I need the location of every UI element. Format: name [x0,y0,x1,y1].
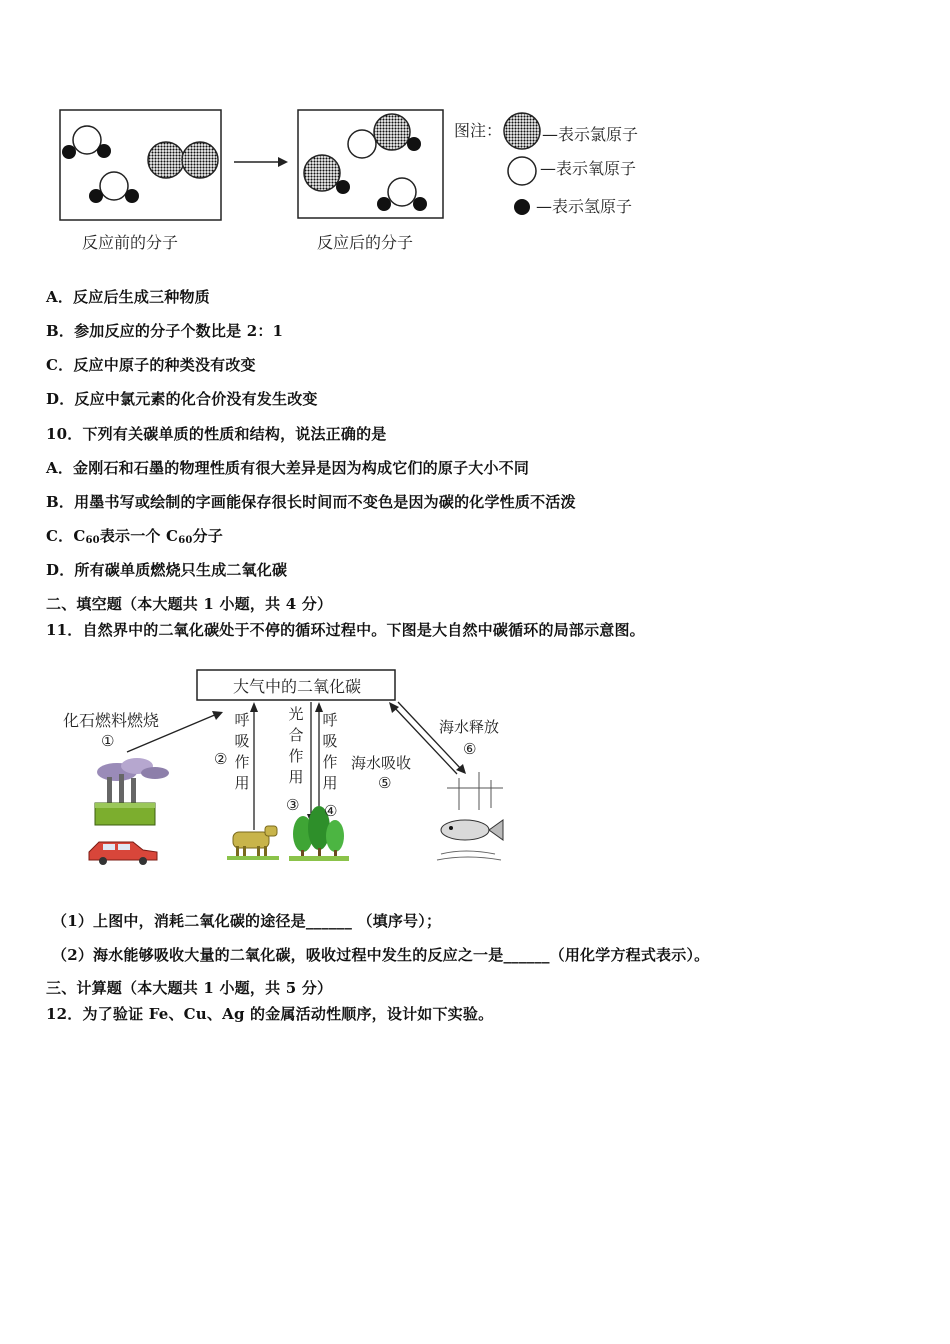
q10-stem: 10．下列有关碳单质的性质和结构，说法正确的是 [46,425,387,443]
hydrogen-atom [125,189,139,203]
legend-hydrogen-label: —表示氢原子 [536,197,633,216]
section2-title: 二、填空题（本大题共 1 小题，共 4 分） [46,595,333,613]
chlorine-atom [374,114,410,150]
q10-c-subscript: 60 [178,535,193,546]
oxygen-atom [388,178,416,206]
q11-part-1: （1）上图中，消耗二氧化碳的途径是______ （填序号）； [52,912,442,930]
legend-hydrogen-shape [514,199,530,215]
carbon-cycle-figure [55,660,535,875]
chlorine-atom [148,142,184,178]
cow-icon [227,826,279,860]
photosynthesis-label: 光合作用 [288,705,304,786]
q10-c-prefix: C．C [46,527,86,545]
car-icon [89,842,157,865]
hydrogen-atom [97,144,111,158]
factory-icon [95,758,169,825]
q10-c-middle: 表示一个 C [99,527,179,545]
hydrogen-atom [413,197,427,211]
hydrogen-atom [336,180,350,194]
legend-chlorine-shape [504,113,540,149]
legend-chlorine-label: —表示氯原子 [542,125,639,144]
oxygen-atom [100,172,128,200]
pathway-4-number: ④ [324,802,338,820]
pathway-6-number: ⑥ [463,740,477,758]
hydrogen-atom [407,137,421,151]
legend-oxygen-shape [508,157,536,185]
animal-respiration-label: 呼吸作用 [234,711,250,792]
fossil-fuel-label: 化石燃料燃烧 [63,711,160,730]
molecule-reaction-figure [40,100,680,260]
sea-absorb-label: 海水吸收 [351,754,412,772]
section3-title: 三、计算题（本大题共 1 小题，共 5 分） [46,979,333,997]
q9-option-c: C．反应中原子的种类没有改变 [46,356,256,374]
q11-part-2: （2）海水能够吸收大量的二氧化碳，吸收过程中发生的反应之一是______（用化学方程式表示）。 [52,946,710,964]
legend-title: 图注： [454,121,503,140]
pathway-5-number: ⑤ [378,774,392,792]
tree-icon [289,806,349,861]
oxygen-atom [73,126,101,154]
plant-respiration-label: 呼吸作用 [322,711,338,792]
q9-option-d: D．反应中氯元素的化合价没有发生改变 [46,390,318,408]
chlorine-atom [182,142,218,178]
q11-stem: 11．自然界中的二氧化碳处于不停的循环过程中。下图是大自然中碳循环的局部示意图。 [46,621,645,639]
hydrogen-atom [62,145,76,159]
q12-stem: 12．为了验证 Fe、Cu、Ag 的金属活动性顺序，设计如下实验。 [46,1005,494,1023]
caption-after: 反应后的分子 [317,233,414,252]
hydrogen-atom [377,197,391,211]
q10-option-b: B．用墨书写或绘制的字画能保存很长时间而不变色是因为碳的化学性质不活泼 [46,493,576,511]
sea-release-label: 海水释放 [439,718,500,736]
pathway-2-number: ② [214,750,228,768]
hydrogen-atom [89,189,103,203]
q10-c-subscript: 60 [85,535,100,546]
legend-oxygen-label: —表示氧原子 [540,159,637,178]
q10-option-d: D．所有碳单质燃烧只生成二氧化碳 [46,561,288,579]
q10-option-a: A．金刚石和石墨的物理性质有很大差异是因为构成它们的原子大小不同 [46,459,530,477]
q9-option-a: A．反应后生成三种物质 [46,288,210,306]
q9-option-b: B．参加反应的分子个数比是 2：1 [46,322,284,340]
chlorine-atom [304,155,340,191]
atmosphere-co2-label: 大气中的二氧化碳 [232,677,361,696]
pathway-1-number: ① [101,732,115,750]
caption-before: 反应前的分子 [82,233,179,252]
sea-fish-icon [437,772,503,860]
q10-c-suffix: 分子 [192,527,223,545]
pathway-3-number: ③ [286,796,300,814]
q10-option-c [46,525,223,546]
oxygen-atom [348,130,376,158]
